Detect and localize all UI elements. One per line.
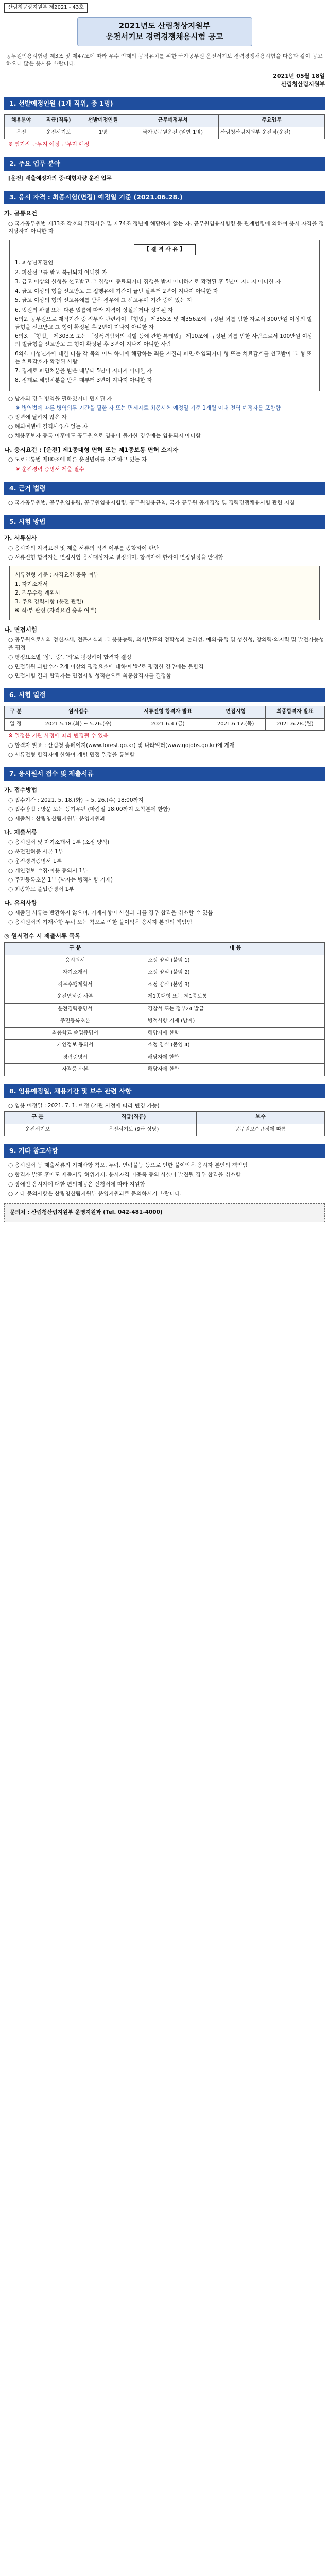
section3-title: 3. 응시 자격 : 최종시험(면접) 예정일 기준 (2021.06.28.)	[4, 191, 325, 204]
section5-b-title: 나. 면접시험	[4, 626, 37, 634]
section4-title: 4. 근거 법령	[4, 482, 325, 495]
screening-criteria-item: 서류전형 기준 : 자격요건 충족 여부	[15, 572, 99, 579]
section3-b-p1: ○ 도로교통법 제80조에 따른 운전면허를 소지하고 있는 자	[8, 456, 147, 463]
section1-table	[4, 114, 325, 139]
screening-criteria-box	[9, 566, 320, 620]
section9-p2: ○ 합격자 발표 후에도 제출서류 허위기재, 응시자격 미충족 등의 사실이 발견될 경우 합격을 취소함	[8, 1172, 241, 1178]
section6-title: 6. 시험 일정	[4, 688, 325, 702]
table-header-cell: 내 용	[146, 943, 324, 955]
table-cell: 2021.6.17.(목)	[206, 718, 265, 731]
table-cell: 운전면허증 사본	[5, 991, 146, 1004]
section7-a-p2: ○ 접수방법 : 방문 또는 등기우편 (마감일 18:00까지 도착분에 한함)	[8, 806, 170, 812]
section5-b-p3: ○ 면접위원 과반수가 2개 이상의 평정요소에 대하여 '하'로 평정한 경우에는 불합격	[8, 663, 204, 670]
section6-schedule-table	[4, 706, 325, 731]
section6-p3: ○ 서류전형 합격자에 한하여 개별 면접 일정을 통보함	[8, 751, 135, 758]
table-cell: 소정 양식 (붙임 2)	[146, 967, 324, 979]
section9-p1: ○ 응시원서 등 제출서류의 기재사항 착오, 누락, 연락불능 등으로 인한 불이익은 응시자 본인의 책임임	[8, 1162, 248, 1169]
section7-b-p1: ○ 응시원서 및 자기소개서 1부 (소정 양식)	[8, 839, 110, 846]
screening-criteria-item: 2. 직무수행 계획서	[15, 589, 60, 596]
section5-a-p1: ○ 응시자의 자격요건 및 제출 서류의 적격 여부를 종합하여 판단	[8, 545, 159, 551]
table-cell: 운전서기보	[38, 127, 79, 139]
table-cell: 소정 양식 (붙임 3)	[146, 979, 324, 991]
disqualification-item: 6. 법원의 판결 또는 다른 법률에 따라 자격이 상실되거나 정지된 자	[15, 307, 174, 313]
section9-title: 9. 기타 참고사항	[4, 1144, 325, 1158]
table-row	[5, 1003, 325, 1015]
section7-b-p2: ○ 운전면허증 사본 1부	[8, 849, 63, 855]
table-cell: 개인정보 동의서	[5, 1040, 146, 1052]
table-cell: 소정 양식 (붙임 1)	[146, 955, 324, 967]
section9-p3: ○ 장애인 응시자에 대한 편의제공은 신청서에 따라 지원함	[8, 1181, 145, 1188]
table-cell: 주민등록초본	[5, 1015, 146, 1028]
table-header-cell: 선발예정인원	[79, 115, 127, 127]
table-row	[5, 1052, 325, 1064]
section6-p1: ※ 일정은 기관 사정에 따라 변경될 수 있음	[8, 733, 109, 739]
table-header-cell: 주요업무	[219, 115, 325, 127]
table-header-cell: 구 분	[5, 706, 27, 719]
table-row	[5, 991, 325, 1004]
section7-b-p3: ○ 운전경력증명서 1부	[8, 858, 62, 865]
table-header-cell: 원서접수	[27, 706, 130, 719]
section9-p4: ○ 기타 문의사항은 산림청산림지원부 운영지원과로 문의하시기 바랍니다.	[8, 1190, 182, 1197]
section2-line: [운전] 새출예정자의 중·대형차량 운전 업무	[8, 175, 112, 181]
table-cell: 해당자에 한함	[146, 1052, 324, 1064]
section7-b-title: 나. 제출서류	[4, 828, 37, 836]
table-cell: 자격증 사본	[5, 1064, 146, 1076]
section3-a-p4: ○ 정년에 달하지 않은 자	[8, 414, 67, 420]
section7-a-p3: ○ 제출처 : 산림청산림지원부 운영지원과	[8, 816, 106, 822]
table-header-cell: 구 분	[5, 1112, 71, 1124]
section3-a-p2: ○ 남자의 경우 병역을 필하였거나 면제된 자	[8, 395, 112, 402]
table-cell: 1명	[79, 127, 127, 139]
notice-title-line2: 운전서기보 경력경쟁채용시험 공고	[106, 32, 223, 42]
table-cell: 공무원보수규정에 따름	[197, 1124, 325, 1136]
table-header-cell: 구 분	[5, 943, 146, 955]
table-cell: 제1종대형 또는 제1종보통	[146, 991, 324, 1004]
table-cell: 산림청산림지원부 운전직(운전)	[219, 127, 325, 139]
table-cell: 응시원서	[5, 955, 146, 967]
table-cell: 경력증명서	[5, 1052, 146, 1064]
table-cell: 병적사항 기재 (남자)	[146, 1015, 324, 1028]
section5-b-p1: ○ 공무원으로서의 정신자세, 전문지식과 그 응용능력, 의사발표의 정확성과 논리성, 예의·품행 및 성실성, 창의력·의지력 및 발전가능성을 평정	[8, 637, 324, 651]
table-row	[5, 1064, 325, 1076]
section7-c-title: 다. 유의사항	[4, 899, 37, 907]
table-cell: 일 정	[5, 718, 27, 731]
screening-criteria-item: 1. 자기소개서	[15, 581, 48, 587]
intro-text: 공무원임용시험령 제3조 및 제47조에 따라 우수 인재의 공직유치를 위한 국가공무원 운전서기보 경력경쟁채용시험을 다음과 같이 공고하오니 많은 응시를 바랍니다.	[6, 53, 323, 67]
section3-a-p5: ○ 해외여행에 결격사유가 없는 자	[8, 423, 88, 430]
screening-criteria-item: ※ 적·부 판정 (자격요건 충족 여부)	[15, 607, 97, 614]
disqualification-title: 【 결 격 사 유 】	[134, 244, 196, 255]
section5-title: 5. 시험 방법	[4, 515, 325, 529]
section7-documents-table	[4, 942, 325, 1076]
disqualification-item: 7. 징계로 파면처분을 받은 때부터 5년이 지나지 아니한 자	[15, 368, 152, 375]
section8-pay-table	[4, 1111, 325, 1136]
disqualification-item: 1. 피성년후견인	[15, 260, 54, 266]
table-header-cell: 보수	[197, 1112, 325, 1124]
section3-a-p1: ○ 국가공무원법 제33조 각호의 결격사유 및 제74조 정년에 해당하지 않는 자, 공무원임용시험령 등 관계법령에 의하여 응시 자격을 정지당하지 아니한 자	[8, 220, 324, 235]
section3-b-p2: ※ 운전경력 증명서 제출 필수	[15, 466, 84, 472]
table-row	[5, 979, 325, 991]
notice-title-box	[77, 17, 252, 47]
disqualification-item: 3. 금고 이상의 실형을 선고받고 그 집행이 종료되거나 집행을 받지 아니하기로 확정된 후 5년이 지나지 아니한 자	[15, 278, 281, 285]
section8-title: 8. 임용예정일, 채용기간 및 보수 관련 사항	[4, 1084, 325, 1098]
disqualification-item: 6의4. 미성년자에 대한 다음 각 목의 어느 하나에 해당하는 죄를 저질러 파면·해임되거나 형 또는 치료감호를 선고받아 그 형 또는 치료감호가 확정된 사람	[15, 350, 313, 365]
table-cell: 2021.5.18.(화) ~ 5.26.(수)	[27, 718, 130, 731]
disqualification-item: 6의2. 공무원으로 재직기간 중 직무와 관련하여 「형법」 제355조 및 제356조에 규정된 죄를 범한 자로서 300만원 이상의 벌금형을 선고받고 그 형이 확정된 후 2년이 지나지 아니한 자	[15, 316, 313, 330]
table-header-cell: 최종합격자 발표	[265, 706, 324, 719]
section4-p1: ○ 국가공무원법, 공무원임용령, 공무원임용시험령, 공무원임용규칙, 국가 공무원 공개경쟁 및 경력경쟁채용시험 관련 지침	[8, 499, 295, 506]
table-header-cell: 근무예정부서	[127, 115, 219, 127]
section6-header-row	[5, 706, 325, 719]
contact-box	[4, 1203, 325, 1222]
section7-header-row	[5, 943, 325, 955]
table-row	[5, 955, 325, 967]
section3-a-title: 가. 공통요건	[4, 210, 37, 217]
table-row	[5, 1015, 325, 1028]
notice-number: 산림청공상지원부 제2021 - 43호	[4, 3, 88, 13]
section7-c-p2: ○ 응시원서의 기재사항 누락 또는 착오로 인한 불이익은 응시자 본인의 책임임	[8, 919, 192, 926]
table-cell: 운전경력증명서	[5, 1003, 146, 1015]
section7-c-p1: ○ 제출된 서류는 반환하지 않으며, 기재사항이 사실과 다를 경우 합격을 취소할 수 있음	[8, 910, 213, 917]
section1-header-row	[5, 115, 325, 127]
section7-title: 7. 응시원서 접수 및 제출서류	[4, 767, 325, 781]
table-cell: 운전서기보 (9급 상당)	[71, 1124, 196, 1136]
section5-b-p2: ○ 평정요소별 '상', '중', '하'로 평정하여 합격자 결정	[8, 654, 132, 660]
screening-criteria-item: 3. 주요 경력사항 (운전 관련)	[15, 598, 83, 605]
contact-line: 문의처 : 산림청산림지원부 운영지원과 (Tel. 042-481-4000)	[10, 1209, 163, 1215]
table-row	[5, 967, 325, 979]
table-cell: 2021.6.4.(금)	[130, 718, 206, 731]
table-row	[5, 1124, 325, 1136]
section3-b-title: 나. 응시요건 : [운전] 제1종대형 면허 또는 제1종보통 면허 소지자	[4, 446, 179, 453]
section1-note: ※ 임기직 근무지 예정 근무지 예정	[8, 141, 90, 148]
table-cell: 2021.6.28.(월)	[265, 718, 324, 731]
section7-b-p5: ○ 주민등록초본 1부 (남자는 병적사항 기재)	[8, 876, 113, 883]
table-header-cell: 채용분야	[5, 115, 38, 127]
table-row	[5, 1027, 325, 1040]
disqualification-item: 8. 징계로 해임처분을 받은 때부터 3년이 지나지 아니한 자	[15, 377, 152, 384]
section8-header-row	[5, 1112, 325, 1124]
table-cell: 해당자에 한함	[146, 1064, 324, 1076]
table-cell: 직무수행계획서	[5, 979, 146, 991]
table-header-cell: 직급(직류)	[71, 1112, 196, 1124]
table-row	[5, 718, 325, 731]
section2-title: 2. 주요 업무 분야	[4, 157, 325, 171]
section7-a-title: 가. 접수방법	[4, 786, 37, 794]
table-cell: 운전	[5, 127, 38, 139]
disqualification-box	[9, 240, 320, 391]
table-header-cell: 면접시험	[206, 706, 265, 719]
table-cell: 최종학교 졸업증명서	[5, 1027, 146, 1040]
section5-b-p4: ○ 면접시험 결과 합격자는 면접시험 성적순으로 최종합격자를 결정함	[8, 672, 171, 679]
section7-a-p1: ○ 접수기간 : 2021. 5. 18.(화) ~ 5. 26.(수) 18:00까지	[8, 796, 144, 803]
section7-b-p4: ○ 개인정보 수집·이용 동의서 1부	[8, 867, 88, 874]
table-cell: 국가공무원운전 (일반 1명)	[127, 127, 219, 139]
table-header-cell: 서류전형 합격자 발표	[130, 706, 206, 719]
table-row	[5, 1040, 325, 1052]
disqualification-item: 2. 파산선고를 받고 복권되지 아니한 자	[15, 269, 107, 276]
notice-date: 2021년 05월 18일	[273, 73, 325, 80]
table-cell: 경찰서 또는 정부24 발급	[146, 1003, 324, 1015]
table-cell: 해당자에 한함	[146, 1027, 324, 1040]
disqualification-item: 5. 금고 이상의 형의 선고유예를 받은 경우에 그 선고유예 기간 중에 있는 자	[15, 297, 193, 304]
section1-title: 1. 선발예정인원 (1개 직위, 총 1명)	[4, 97, 325, 110]
table-header-cell: 직급(직류)	[38, 115, 79, 127]
section7-b-p6: ○ 최종학교 졸업증명서 1부	[8, 886, 74, 893]
section5-a-p2: ○ 서류전형 합격자는 면접시험 응시대상자로 결정되며, 합격자에 한하여 면접일정을 안내함	[8, 554, 223, 561]
section3-a-p3: ※ 병역법에 따른 병역의무 기간을 필한 자 또는 면제자로 최종시험 예정일 기준 1개월 이내 전역 예정자를 포함함	[15, 404, 281, 411]
section3-a-p6: ○ 채용후보자 등록 이후에도 공무원으로 임용이 불가한 경우에는 임용되지 아니함	[8, 433, 201, 439]
section8-p1: ○ 임용 예정일 : 2021. 7. 1. 예정 (기관 사정에 따라 변경 가능)	[8, 1102, 160, 1109]
table-cell: 자기소개서	[5, 967, 146, 979]
section7-table-title: ◎ 원서접수 시 제출서류 목록	[4, 932, 81, 940]
notice-title-line1: 2021년도 산림청상지원부	[118, 21, 211, 30]
section6-p2: ○ 합격자 발표 : 산림청 홈페이지(www.forest.go.kr) 및 나라일터(www.gojobs.go.kr)에 게재	[8, 742, 235, 749]
notice-page	[0, 0, 329, 1238]
table-cell: 운전서기보	[5, 1124, 71, 1136]
section5-a-title: 가. 서류심사	[4, 534, 37, 542]
table-cell: 소정 양식 (붙임 4)	[146, 1040, 324, 1052]
disqualification-item: 4. 금고 이상의 형을 선고받고 그 집행유예 기간이 끝난 날부터 2년이 지나지 아니한 자	[15, 288, 218, 295]
disqualification-item: 6의3. 「형법」 제303조 또는 「성폭력범죄의 처벌 등에 관한 특례법」 제10조에 규정된 죄를 범한 사람으로서 100만원 이상의 벌금형을 선고받고 그 형이 확정된 후 3년이 지나지 아니한 사람	[15, 333, 313, 348]
notice-org: 산림청산림지원부	[281, 81, 325, 88]
table-row	[5, 127, 325, 139]
